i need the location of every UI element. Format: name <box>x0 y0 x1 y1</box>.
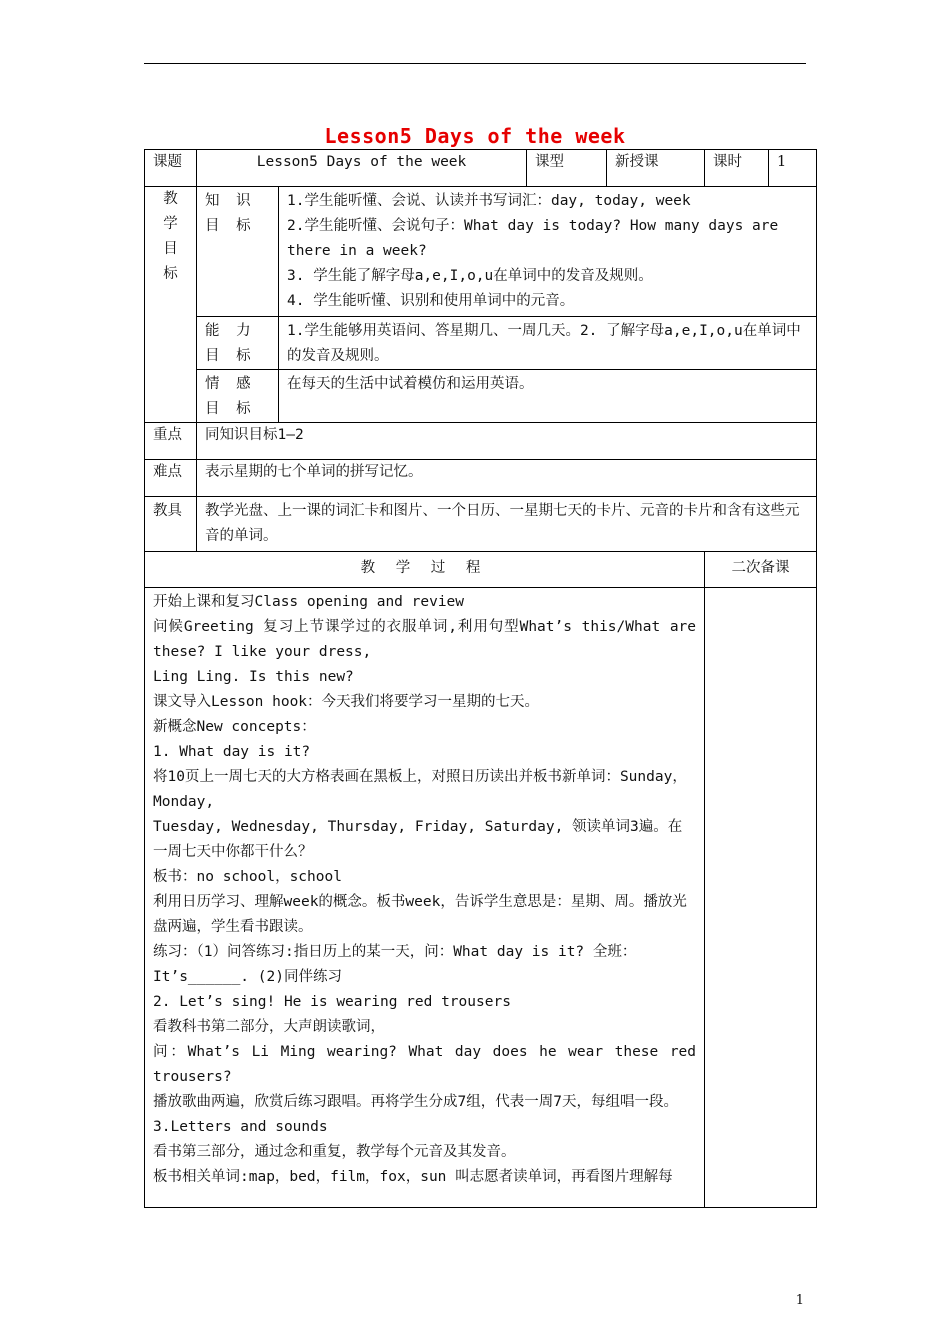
process-line: 播放歌曲两遍，欣赏后练习跟唱。再将学生分成7组，代表一周7天，每组唱一段。 <box>153 1094 678 1110</box>
process-header <box>145 552 705 588</box>
type-label: 课型 <box>527 150 607 187</box>
knowledge-goal-label: 知 识 目 标 <box>197 187 279 317</box>
difficult-points-row <box>145 460 817 497</box>
topic-value: Lesson5 Days of the week <box>197 150 527 187</box>
page-title: Lesson5 Days of the week <box>324 124 626 148</box>
process-line: 新概念New concepts： <box>153 719 316 735</box>
secondary-prep-cell <box>705 588 817 1208</box>
process-body-row <box>145 588 817 1208</box>
header-row <box>145 150 817 187</box>
goal-label-char: 标 <box>163 266 178 282</box>
goal-label-char: 目 <box>163 241 178 257</box>
key-points-row <box>145 423 817 460</box>
type-value: 新授课 <box>607 150 705 187</box>
process-line: 问候Greeting 复习上节课学过的衣服单词,利用句型What’s this/What are these? I like your dress, <box>153 619 697 660</box>
process-line: 板书相关单词:map，bed，film，fox，sun 叫志愿者读单词，再看图片理解每 <box>153 1169 673 1185</box>
materials-label: 教具 <box>145 497 197 552</box>
process-line: Tuesday, Wednesday, Thursday, Friday, Saturday, 领读单词3遍。在一周七天中你都干什么？ <box>153 819 683 860</box>
process-line: 板书：no school，school <box>153 869 342 885</box>
lesson-plan-table <box>144 149 817 1208</box>
process-line: 利用日历学习、理解week的概念。板书week，告诉学生意思是：星期、周。播放光盘两遍，学生看书跟读。 <box>153 894 687 935</box>
materials-row <box>145 497 817 552</box>
knowledge-item: 1.学生能听懂、会说、认读并书写词汇：day, today, week <box>287 193 691 209</box>
process-line: 将10页上一周七天的大方格表画在黑板上，对照日历读出并板书新单词：Sunday，Monday, <box>153 769 687 810</box>
process-line: 课文导入Lesson hook：今天我们将要学习一星期的七天。 <box>153 694 540 710</box>
process-line: 问：What’s Li Ming wearing? What day does he wear these red trousers? <box>153 1044 697 1085</box>
secondary-prep-header: 二次备课 <box>705 552 817 588</box>
process-line: 练习：（1）问答练习:指日历上的某一天，问：What day is it? 全班：It’s______. (2)同伴练习 <box>153 944 637 985</box>
process-line: 3.Letters and sounds <box>153 1119 328 1135</box>
knowledge-item: 4. 学生能听懂、识别和使用单词中的元音。 <box>287 293 575 309</box>
difficult-points-value: 表示星期的七个单词的拼写记忆。 <box>197 460 817 497</box>
knowledge-goal-list <box>279 187 817 317</box>
goal-label-char: 学 <box>163 216 178 232</box>
hours-value: 1 <box>769 150 817 187</box>
topic-label: 课题 <box>145 150 197 187</box>
process-header-row <box>145 552 817 588</box>
header-rule <box>144 63 806 64</box>
goal-label-char: 教 <box>163 191 178 207</box>
hours-label: 课时 <box>705 150 769 187</box>
materials-value: 教学光盘、上一课的词汇卡和图片、一个日历、一星期七天的卡片、元音的卡片和含有这些元音的单词。 <box>197 497 817 552</box>
process-header-text: 教 学 过 程 <box>360 560 489 576</box>
knowledge-item: 3. 学生能了解字母a,e,I,o,u在单词中的发音及规则。 <box>287 268 653 284</box>
process-line: 1. What day is it? <box>153 744 311 760</box>
process-line: 开始上课和复习Class opening and review <box>153 594 465 610</box>
process-line: 2. Let’s sing! He is wearing red trousers <box>153 994 511 1010</box>
knowledge-goal-row <box>145 187 817 317</box>
key-points-value: 同知识目标1—2 <box>197 423 817 460</box>
process-line: 看书第三部分，通过念和重复，教学每个元音及其发音。 <box>153 1144 516 1160</box>
ability-goal-row <box>145 317 817 370</box>
difficult-points-label: 难点 <box>145 460 197 497</box>
page-number: 1 <box>795 1293 804 1308</box>
ability-goal-text: 1.学生能够用英语问、答星期几、一周几天。2. 了解字母a,e,I,o,u在单词中的发音及规则。 <box>279 317 817 370</box>
key-points-label: 重点 <box>145 423 197 460</box>
emotion-goal-label: 情 感 目 标 <box>197 370 279 423</box>
process-line: Ling Ling. Is this new? <box>153 669 354 685</box>
process-line: 看教科书第二部分，大声朗读歌词， <box>153 1019 385 1035</box>
process-body <box>145 588 705 1208</box>
knowledge-item: 2.学生能听懂、会说句子：What day is today? How many days are there in a week? <box>287 218 779 259</box>
emotion-goal-text: 在每天的生活中试着模仿和运用英语。 <box>279 370 817 423</box>
emotion-goal-row <box>145 370 817 423</box>
ability-goal-label: 能 力 目 标 <box>197 317 279 370</box>
teaching-goals-label <box>145 187 197 423</box>
